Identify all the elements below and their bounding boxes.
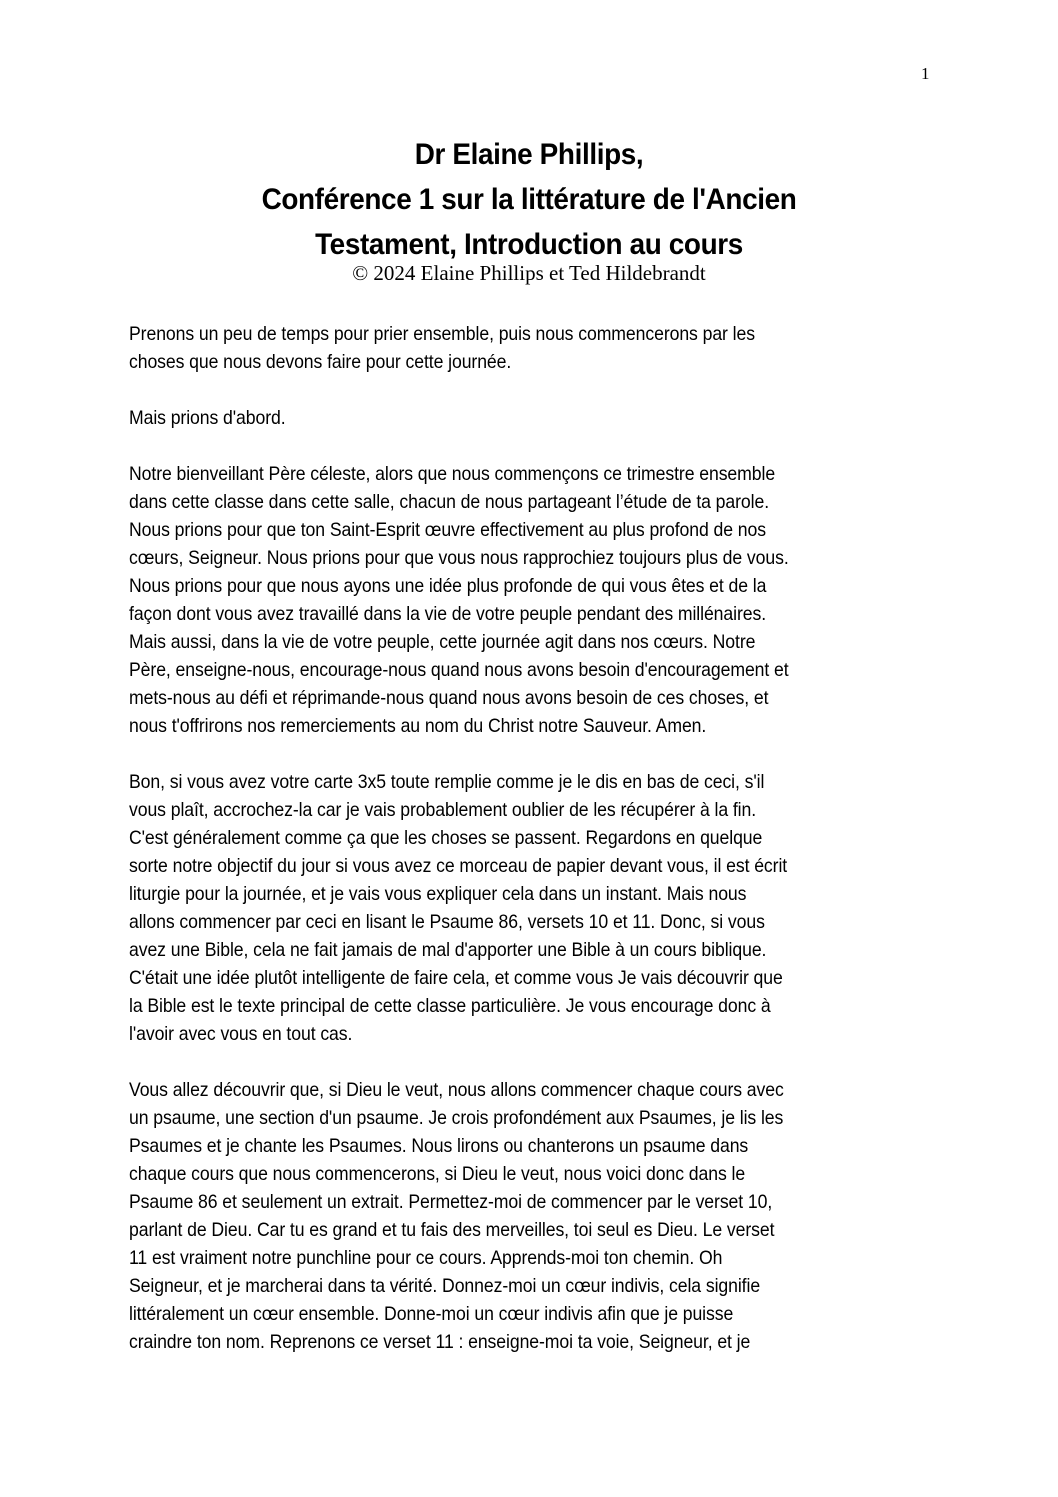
paragraph (129, 768, 949, 1048)
text-line: Père, enseigne-nous, encourage-nous quand nous avons besoin d'encouragement et (129, 659, 789, 681)
text-line: avez une Bible, cela ne fait jamais de mal d'apporter une Bible à un cours biblique. (129, 939, 767, 961)
text-line: sorte notre objectif du jour si vous avez ce morceau de papier devant vous, il est écrit (129, 855, 788, 877)
text-line: façon dont vous avez travaillé dans la vie de votre peuple pendant des millénaires. (129, 603, 767, 625)
text-line: choses que nous devons faire pour cette journée. (129, 351, 512, 373)
text-line: Vous allez découvrir que, si Dieu le veut, nous allons commencer chaque cours avec (129, 1079, 784, 1101)
text-line: craindre ton nom. Reprenons ce verset 11 : enseigne-moi ta voie, Seigneur, et je (129, 1331, 751, 1353)
text-line: l'avoir avec vous en tout cas. (129, 1023, 353, 1045)
text-line: nous t'offrirons nos remerciements au nom du Christ notre Sauveur. Amen. (129, 715, 707, 737)
paragraph (129, 1076, 949, 1356)
paragraph (129, 460, 949, 740)
paragraph (129, 320, 949, 376)
text-line: C'était une idée plutôt intelligente de faire cela, et comme vous Je vais découvrir que (129, 967, 783, 989)
text-line: Psaumes et je chante les Psaumes. Nous lirons ou chanterons un psaume dans (129, 1135, 749, 1157)
text-line: C'est généralement comme ça que les choses se passent. Regardons en quelque (129, 827, 763, 849)
text-line: Bon, si vous avez votre carte 3x5 toute remplie comme je le dis en bas de ceci, s'il (129, 771, 765, 793)
text-line: vous plaît, accrochez-la car je vais probablement oublier de les récupérer à la fin. (129, 799, 757, 821)
text-line: liturgie pour la journée, et je vais vous expliquer cela dans un instant. Mais nous (129, 883, 747, 905)
text-line: parlant de Dieu. Car tu es grand et tu fais des merveilles, toi seul es Dieu. Le verset (129, 1219, 775, 1241)
title-line: Dr Elaine Phillips, (414, 138, 644, 171)
title-line: Conférence 1 sur la littérature de l'Ancien (261, 183, 797, 216)
text-line: Prenons un peu de temps pour prier ensemble, puis nous commencerons par les (129, 323, 755, 345)
text-line: Mais aussi, dans la vie de votre peuple, cette journée agit dans nos cœurs. Notre (129, 631, 756, 653)
text-line: cœurs, Seigneur. Nous prions pour que vous nous rapprochiez toujours plus de vous. (129, 547, 789, 569)
text-line: allons commencer par ceci en lisant le Psaume 86, versets 10 et 11. Donc, si vous (129, 911, 765, 933)
title-line: Testament, Introduction au cours (315, 228, 743, 261)
text-line: Mais prions d'abord. (129, 407, 286, 429)
text-line: Psaume 86 et seulement un extrait. Permettez-moi de commencer par le verset 10, (129, 1191, 773, 1213)
text-line: la Bible est le texte principal de cette classe particulière. Je vous encourage donc à (129, 995, 771, 1017)
text-line: Notre bienveillant Père céleste, alors que nous commençons ce trimestre ensemble (129, 463, 776, 485)
text-line: 11 est vraiment notre punchline pour ce cours. Apprends-moi ton chemin. Oh (129, 1247, 723, 1269)
text-line: chaque cours que nous commencerons, si Dieu le veut, nous voici donc dans le (129, 1163, 746, 1185)
page-number: 1 (921, 64, 930, 83)
text-line: littéralement un cœur ensemble. Donne-moi un cœur indivis afin que je puisse (129, 1303, 734, 1325)
text-line: un psaume, une section d'un psaume. Je crois profondément aux Psaumes, je lis les (129, 1107, 784, 1129)
text-line: Nous prions pour que ton Saint-Esprit œuvre effectivement au plus profond de nos (129, 519, 766, 541)
text-line: Seigneur, et je marcherai dans ta vérité. Donnez-moi un cœur indivis, cela signifie (129, 1275, 761, 1297)
document-title (0, 132, 1058, 285)
text-line: Nous prions pour que nous ayons une idée plus profonde de qui vous êtes et de la (129, 575, 767, 597)
paragraph (129, 404, 949, 432)
text-line: mets-nous au défi et réprimande-nous quand nous avons besoin de ces choses, et (129, 687, 769, 709)
text-line: dans cette classe dans cette salle, chacun de nous partageant l’étude de ta parole. (129, 491, 770, 513)
document-body (129, 320, 949, 1384)
copyright-notice: © 2024 Elaine Phillips et Ted Hildebrandt (352, 261, 706, 285)
